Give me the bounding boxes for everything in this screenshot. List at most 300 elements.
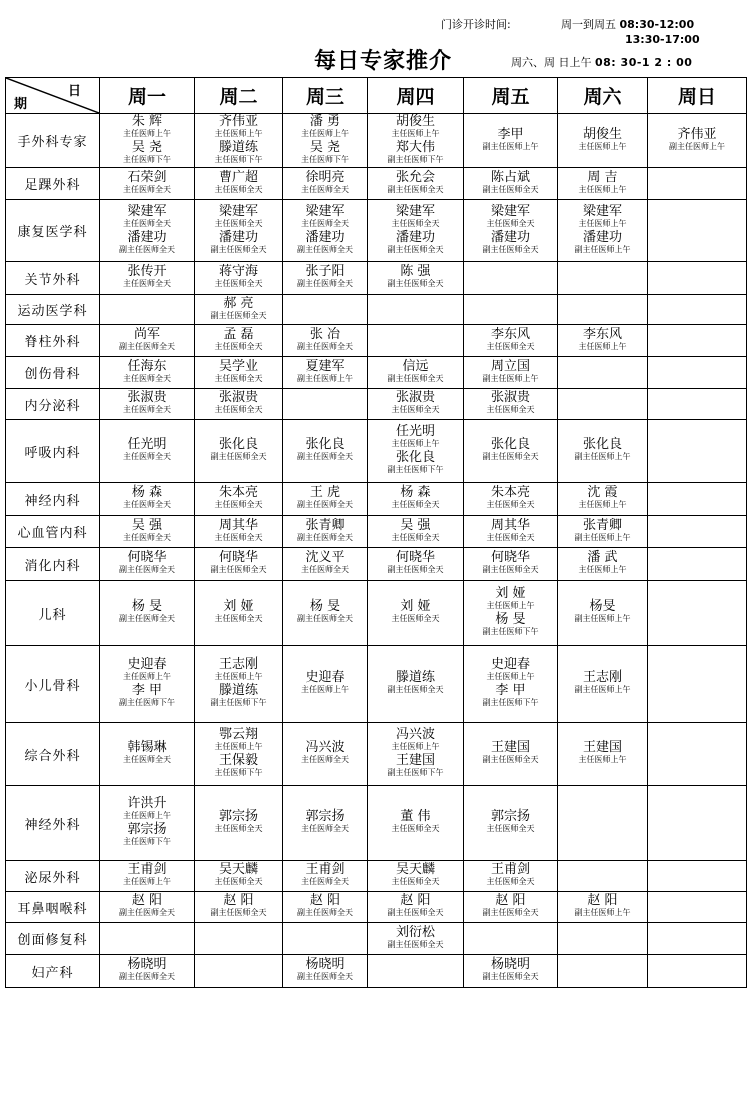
schedule-cell bbox=[368, 861, 464, 892]
doctor-entry bbox=[368, 894, 463, 918]
doctor-entry bbox=[100, 741, 194, 765]
schedule-cell bbox=[368, 295, 464, 325]
department-name: 运动医学科 bbox=[6, 295, 100, 325]
doctor-entry bbox=[100, 328, 194, 352]
doctor-rank: 副主任医师下午 bbox=[119, 698, 175, 707]
doctor-rank: 主任医师上午 bbox=[301, 685, 349, 694]
doctor-entry bbox=[195, 205, 282, 229]
doctor-name: 张传开 bbox=[127, 264, 167, 279]
doctor-entry bbox=[195, 141, 282, 165]
doctor-entry bbox=[100, 391, 194, 415]
doctor-name: 刘 娅 bbox=[400, 599, 431, 614]
schedule-cell bbox=[100, 262, 195, 295]
doctor-name: 郝 亮 bbox=[223, 295, 254, 311]
schedule-cell bbox=[283, 955, 368, 988]
doctor-entry bbox=[558, 205, 647, 229]
doctor-name: 李东风 bbox=[582, 326, 622, 342]
doctor-rank: 副主任医师全天 bbox=[297, 341, 353, 351]
schedule-row bbox=[6, 200, 747, 262]
doctor-name: 何晓华 bbox=[127, 550, 167, 565]
schedule-cell bbox=[100, 200, 195, 262]
doctor-name: 赵 阳 bbox=[400, 893, 431, 908]
doctor-name: 任光明 bbox=[127, 437, 167, 452]
doctor-entry bbox=[100, 823, 194, 847]
doctor-name: 周其华 bbox=[490, 517, 530, 533]
doctor-entry bbox=[195, 810, 282, 834]
doctor-rank: 主任医师全天 bbox=[123, 218, 171, 228]
doctor-entry bbox=[368, 551, 463, 575]
doctor-rank: 主任医师全天 bbox=[214, 877, 263, 886]
doctor-rank: 副主任医师全天 bbox=[297, 972, 353, 981]
day-header: 周三 bbox=[283, 78, 368, 114]
doctor-entry bbox=[464, 391, 557, 415]
doctor-rank: 主任医师全天 bbox=[123, 279, 171, 288]
doctor-name: 徐明亮 bbox=[305, 169, 345, 185]
doctor-entry bbox=[100, 863, 194, 887]
doctor-entry bbox=[195, 328, 282, 352]
department-name: 耳鼻咽喉科 bbox=[6, 892, 100, 923]
doctor-name: 朱本亮 bbox=[490, 485, 530, 500]
doctor-name: 王建国 bbox=[395, 753, 435, 768]
department-name: 泌尿外科 bbox=[6, 861, 100, 892]
department-name: 综合外科 bbox=[6, 723, 100, 786]
doctor-name: 张青卿 bbox=[582, 517, 622, 533]
doctor-name: 杨晓明 bbox=[490, 957, 530, 972]
doctor-name: 周 吉 bbox=[587, 169, 618, 185]
doctor-rank: 副主任医师全天 bbox=[387, 685, 444, 694]
schedule-cell bbox=[464, 646, 558, 723]
doctor-name: 李东风 bbox=[490, 326, 530, 342]
doctor-rank: 主任医师全天 bbox=[391, 614, 440, 623]
schedule-cell bbox=[648, 548, 747, 581]
doctor-entry bbox=[283, 171, 367, 195]
schedule-cell bbox=[195, 581, 283, 646]
doctor-entry bbox=[100, 265, 194, 289]
doctor-entry bbox=[195, 265, 282, 289]
doctor-rank: 副主任医师下午 bbox=[482, 627, 539, 636]
doctor-rank: 副主任医师上午 bbox=[574, 532, 631, 542]
schedule-cell bbox=[368, 723, 464, 786]
doctor-entry bbox=[368, 671, 463, 695]
doctor-name: 郑大伟 bbox=[395, 139, 435, 155]
schedule-cell bbox=[464, 955, 558, 988]
doctor-rank: 副主任医师全天 bbox=[210, 908, 267, 917]
doctor-entry bbox=[283, 486, 367, 510]
doctor-entry bbox=[368, 810, 463, 834]
doctor-entry bbox=[100, 360, 194, 384]
department-name: 足踝外科 bbox=[6, 168, 100, 200]
doctor-name: 张淑贵 bbox=[490, 390, 530, 405]
schedule-cell bbox=[368, 200, 464, 262]
doctor-entry bbox=[283, 115, 367, 139]
doctor-entry bbox=[100, 486, 194, 510]
doctor-entry bbox=[558, 328, 647, 352]
doctor-name: 滕道练 bbox=[218, 683, 258, 698]
schedule-cell bbox=[558, 516, 648, 548]
doctor-name: 杨旻 bbox=[589, 599, 616, 614]
department-name: 神经内科 bbox=[6, 483, 100, 516]
doctor-name: 史迎春 bbox=[305, 670, 345, 685]
doctor-rank: 副主任医师全天 bbox=[119, 614, 175, 623]
doctor-entry bbox=[464, 587, 557, 611]
doctor-name: 杨 旻 bbox=[309, 599, 341, 614]
department-name: 关节外科 bbox=[6, 262, 100, 295]
doctor-name: 蒋守海 bbox=[218, 264, 258, 279]
doctor-name: 张 冶 bbox=[309, 326, 341, 342]
doctor-entry bbox=[100, 205, 194, 229]
doctor-name: 尚军 bbox=[133, 326, 160, 342]
doctor-name: 张淑贵 bbox=[395, 390, 435, 405]
schedule-cell bbox=[195, 420, 283, 483]
doctor-rank: 副主任医师全天 bbox=[297, 532, 353, 542]
doctor-entry bbox=[558, 438, 647, 462]
doctor-rank: 主任医师上午 bbox=[391, 439, 440, 448]
doctor-name: 张淑贵 bbox=[218, 390, 258, 405]
doctor-name: 王志刚 bbox=[218, 657, 258, 672]
schedule-cell bbox=[558, 357, 648, 389]
doctor-name: 刘衍松 bbox=[395, 924, 435, 940]
schedule-cell bbox=[464, 389, 558, 420]
schedule-cell bbox=[195, 786, 283, 861]
doctor-name: 周立国 bbox=[490, 358, 530, 374]
doctor-rank: 副主任医师全天 bbox=[297, 279, 353, 288]
department-name: 脊柱外科 bbox=[6, 325, 100, 357]
doctor-entry bbox=[195, 728, 282, 752]
doctor-name: 杨晓明 bbox=[305, 957, 345, 972]
schedule-cell bbox=[368, 262, 464, 295]
doctor-rank: 主任医师全天 bbox=[214, 532, 263, 542]
schedule-cell bbox=[464, 114, 558, 168]
doctor-rank: 副主任医师上午 bbox=[574, 908, 631, 917]
doctor-rank: 主任医师上午 bbox=[578, 184, 627, 194]
schedule-cell bbox=[558, 955, 648, 988]
schedule-row bbox=[6, 646, 747, 723]
doctor-rank: 副主任医师全天 bbox=[387, 565, 444, 574]
doctor-name: 张化良 bbox=[582, 437, 622, 452]
doctor-rank: 主任医师上午 bbox=[578, 218, 627, 228]
doctor-name: 冯兴波 bbox=[395, 727, 435, 742]
doctor-rank: 副主任医师全天 bbox=[297, 500, 353, 509]
weekend-label: 周六、周 日上午 bbox=[511, 56, 592, 69]
doctor-name: 胡俊生 bbox=[395, 113, 435, 129]
doctor-name: 胡俊生 bbox=[582, 126, 622, 142]
weekday-am-hours: 08:30-12:00 bbox=[619, 18, 695, 31]
schedule-cell bbox=[100, 168, 195, 200]
doctor-rank: 主任医师全天 bbox=[123, 184, 171, 194]
doctor-entry bbox=[195, 438, 282, 462]
schedule-cell bbox=[100, 548, 195, 581]
doctor-name: 夏建军 bbox=[305, 358, 345, 374]
doctor-rank: 主任医师全天 bbox=[486, 532, 535, 542]
doctor-entry bbox=[368, 863, 463, 887]
doctor-name: 赵 阳 bbox=[223, 893, 254, 908]
schedule-row bbox=[6, 923, 747, 955]
schedule-cell bbox=[195, 389, 283, 420]
doctor-rank: 主任医师全天 bbox=[486, 877, 535, 886]
schedule-cell bbox=[558, 325, 648, 357]
doctor-entry bbox=[283, 328, 367, 352]
doctor-entry bbox=[464, 231, 557, 255]
schedule-cell bbox=[368, 548, 464, 581]
schedule-cell bbox=[464, 892, 558, 923]
weekday-hours bbox=[561, 16, 694, 32]
doctor-entry bbox=[283, 863, 367, 887]
schedule-cell bbox=[195, 892, 283, 923]
doctor-entry bbox=[464, 519, 557, 543]
weekend-hours bbox=[511, 54, 692, 70]
doctor-rank: 副主任医师全天 bbox=[482, 452, 539, 461]
doctor-entry bbox=[464, 810, 557, 834]
doctor-rank: 副主任医师全天 bbox=[387, 184, 444, 194]
doctor-rank: 主任医师全天 bbox=[214, 184, 263, 194]
schedule-cell bbox=[283, 923, 368, 955]
schedule-cell bbox=[648, 168, 747, 200]
doctor-rank: 主任医师全天 bbox=[391, 405, 440, 414]
schedule-row bbox=[6, 861, 747, 892]
schedule-cell bbox=[648, 516, 747, 548]
schedule-cell bbox=[195, 548, 283, 581]
day-header: 周一 bbox=[100, 78, 195, 114]
doctor-rank: 主任医师全天 bbox=[214, 405, 263, 414]
schedule-cell bbox=[195, 325, 283, 357]
schedule-cell bbox=[648, 483, 747, 516]
schedule-cell bbox=[195, 357, 283, 389]
schedule-cell bbox=[195, 646, 283, 723]
schedule-cell bbox=[100, 786, 195, 861]
doctor-entry bbox=[368, 115, 463, 139]
doctor-entry bbox=[368, 425, 463, 449]
schedule-cell bbox=[283, 357, 368, 389]
schedule-cell bbox=[464, 357, 558, 389]
doctor-rank: 主任医师全天 bbox=[486, 405, 535, 414]
schedule-cell bbox=[283, 389, 368, 420]
department-name: 小儿骨科 bbox=[6, 646, 100, 723]
doctor-rank: 主任医师全天 bbox=[391, 532, 440, 542]
doctor-entry bbox=[195, 863, 282, 887]
doctor-entry bbox=[283, 519, 367, 543]
schedule-cell bbox=[648, 295, 747, 325]
doctor-rank: 主任医师上午 bbox=[123, 128, 171, 138]
doctor-name: 梁建军 bbox=[127, 203, 167, 219]
doctor-name: 齐伟亚 bbox=[677, 126, 717, 142]
doctor-entry bbox=[195, 894, 282, 918]
doctor-rank: 副主任医师全天 bbox=[387, 939, 444, 949]
schedule-cell bbox=[100, 325, 195, 357]
doctor-name: 赵 阳 bbox=[495, 893, 526, 908]
doctor-name: 王保毅 bbox=[218, 753, 258, 768]
doctor-name: 潘建功 bbox=[127, 229, 167, 245]
doctor-entry bbox=[100, 141, 194, 165]
doctor-name: 潘建功 bbox=[305, 229, 345, 245]
doctor-entry bbox=[283, 894, 367, 918]
schedule-cell bbox=[283, 646, 368, 723]
schedule-row bbox=[6, 516, 747, 548]
doctor-name: 吴 强 bbox=[400, 517, 431, 533]
weekend-hours-value: 08: 30-1 2 : 00 bbox=[595, 56, 693, 69]
doctor-entry bbox=[195, 231, 282, 255]
schedule-cell bbox=[648, 357, 747, 389]
corner-period-label: 期 bbox=[14, 97, 28, 112]
doctor-entry bbox=[283, 231, 367, 255]
doctor-rank: 主任医师全天 bbox=[301, 824, 349, 833]
doctor-entry bbox=[283, 551, 367, 575]
schedule-cell bbox=[100, 723, 195, 786]
doctor-name: 赵 阳 bbox=[309, 893, 341, 908]
doctor-rank: 副主任医师全天 bbox=[482, 184, 539, 194]
doctor-rank: 主任医师全天 bbox=[214, 218, 263, 228]
doctor-rank: 主任医师全天 bbox=[214, 500, 263, 509]
schedule-cell bbox=[368, 646, 464, 723]
doctor-rank: 主任医师上午 bbox=[214, 128, 263, 138]
doctor-name: 沈义平 bbox=[305, 550, 345, 565]
doctor-entry bbox=[195, 551, 282, 575]
doctor-name: 王建国 bbox=[490, 740, 530, 755]
doctor-rank: 主任医师全天 bbox=[486, 500, 535, 509]
doctor-rank: 主任医师全天 bbox=[214, 614, 263, 623]
doctor-name: 鄂云翔 bbox=[218, 727, 258, 742]
doctor-rank: 主任医师全天 bbox=[214, 341, 263, 351]
schedule-cell bbox=[648, 325, 747, 357]
doctor-entry bbox=[368, 600, 463, 624]
schedule-cell bbox=[283, 548, 368, 581]
schedule-row bbox=[6, 389, 747, 420]
schedule-cell bbox=[368, 892, 464, 923]
doctor-entry bbox=[368, 171, 463, 195]
doctor-entry bbox=[558, 551, 647, 575]
schedule-cell bbox=[464, 325, 558, 357]
schedule-cell bbox=[368, 114, 464, 168]
doctor-rank: 主任医师上午 bbox=[391, 742, 440, 751]
schedule-cell bbox=[648, 200, 747, 262]
doctor-entry bbox=[558, 741, 647, 765]
schedule-cell bbox=[100, 861, 195, 892]
doctor-rank: 主任医师全天 bbox=[214, 373, 263, 383]
doctor-rank: 主任医师下午 bbox=[123, 154, 171, 164]
schedule-cell bbox=[195, 516, 283, 548]
doctor-entry bbox=[100, 231, 194, 255]
schedule-cell bbox=[558, 548, 648, 581]
schedule-cell bbox=[283, 483, 368, 516]
doctor-name: 任海东 bbox=[127, 358, 167, 374]
doctor-entry bbox=[195, 391, 282, 415]
doctor-entry bbox=[195, 171, 282, 195]
schedule-cell bbox=[558, 295, 648, 325]
doctor-rank: 主任医师上午 bbox=[214, 742, 263, 751]
schedule-cell bbox=[558, 581, 648, 646]
day-header: 周四 bbox=[368, 78, 464, 114]
schedule-cell bbox=[283, 892, 368, 923]
doctor-entry bbox=[558, 171, 647, 195]
schedule-cell bbox=[195, 861, 283, 892]
schedule-cell bbox=[283, 262, 368, 295]
doctor-entry bbox=[558, 128, 647, 152]
doctor-rank: 副主任医师全天 bbox=[210, 244, 267, 254]
schedule-row bbox=[6, 723, 747, 786]
doctor-rank: 主任医师下午 bbox=[214, 154, 263, 164]
doctor-entry bbox=[283, 360, 367, 384]
doctor-rank: 主任医师上午 bbox=[578, 565, 627, 574]
doctor-name: 潘 勇 bbox=[309, 113, 341, 129]
schedule-cell bbox=[558, 892, 648, 923]
doctor-rank: 主任医师上午 bbox=[578, 141, 627, 151]
schedule-cell bbox=[100, 357, 195, 389]
doctor-name: 朱 辉 bbox=[131, 113, 163, 129]
doctor-entry bbox=[464, 658, 557, 682]
schedule-cell bbox=[368, 325, 464, 357]
doctor-name: 杨 旻 bbox=[495, 612, 526, 627]
doctor-rank: 主任医师全天 bbox=[391, 500, 440, 509]
doctor-name: 史迎春 bbox=[127, 657, 167, 672]
doctor-name: 张化良 bbox=[305, 437, 345, 452]
doctor-entry bbox=[464, 741, 557, 765]
schedule-cell bbox=[648, 892, 747, 923]
schedule-row bbox=[6, 955, 747, 988]
schedule-cell bbox=[100, 420, 195, 483]
doctor-name: 朱本亮 bbox=[218, 485, 258, 500]
doctor-name: 齐伟亚 bbox=[218, 113, 258, 129]
doctor-rank: 副主任医师全天 bbox=[482, 755, 539, 764]
schedule-cell bbox=[195, 723, 283, 786]
doctor-name: 周其华 bbox=[218, 517, 258, 533]
schedule-cell bbox=[648, 114, 747, 168]
doctor-rank: 主任医师上午 bbox=[214, 672, 263, 681]
schedule-cell bbox=[283, 723, 368, 786]
department-name: 消化内科 bbox=[6, 548, 100, 581]
doctor-entry bbox=[195, 658, 282, 682]
doctor-rank: 副主任医师全天 bbox=[210, 310, 267, 320]
schedule-cell bbox=[195, 295, 283, 325]
doctor-name: 王建国 bbox=[582, 740, 622, 755]
schedule-cell bbox=[368, 357, 464, 389]
doctor-entry bbox=[368, 486, 463, 510]
doctor-rank: 主任医师全天 bbox=[391, 824, 440, 833]
doctor-name: 梁建军 bbox=[490, 203, 530, 219]
day-header: 周日 bbox=[648, 78, 747, 114]
doctor-entry bbox=[558, 486, 647, 510]
doctor-entry bbox=[464, 438, 557, 462]
doctor-entry bbox=[195, 519, 282, 543]
doctor-rank: 主任医师上午 bbox=[123, 672, 171, 681]
doctor-entry bbox=[195, 360, 282, 384]
doctor-name: 王甫剑 bbox=[305, 862, 345, 877]
schedule-cell bbox=[464, 200, 558, 262]
doctor-name: 梁建军 bbox=[218, 203, 258, 219]
doctor-rank: 副主任医师全天 bbox=[119, 908, 175, 917]
doctor-entry bbox=[368, 360, 463, 384]
day-header: 周五 bbox=[464, 78, 558, 114]
weekday-pm-hours: 13:30-17:00 bbox=[625, 33, 700, 46]
doctor-rank: 主任医师全天 bbox=[214, 824, 263, 833]
doctor-rank: 主任医师全天 bbox=[123, 373, 171, 383]
doctor-entry bbox=[464, 205, 557, 229]
doctor-rank: 副主任医师全天 bbox=[297, 908, 353, 917]
doctor-entry bbox=[558, 519, 647, 543]
corner-cell bbox=[6, 78, 100, 114]
doctor-rank: 副主任医师全天 bbox=[482, 565, 539, 574]
department-name: 康复医学科 bbox=[6, 200, 100, 262]
doctor-rank: 副主任医师全天 bbox=[482, 972, 539, 981]
doctor-name: 吴学业 bbox=[218, 358, 258, 374]
doctor-entry bbox=[368, 519, 463, 543]
doctor-rank: 副主任医师全天 bbox=[119, 972, 175, 981]
doctor-rank: 副主任医师上午 bbox=[574, 614, 631, 623]
schedule-cell bbox=[558, 389, 648, 420]
schedule-cell bbox=[648, 262, 747, 295]
schedule-row bbox=[6, 114, 747, 168]
schedule-cell bbox=[195, 923, 283, 955]
doctor-entry bbox=[283, 600, 367, 624]
day-header: 周二 bbox=[195, 78, 283, 114]
